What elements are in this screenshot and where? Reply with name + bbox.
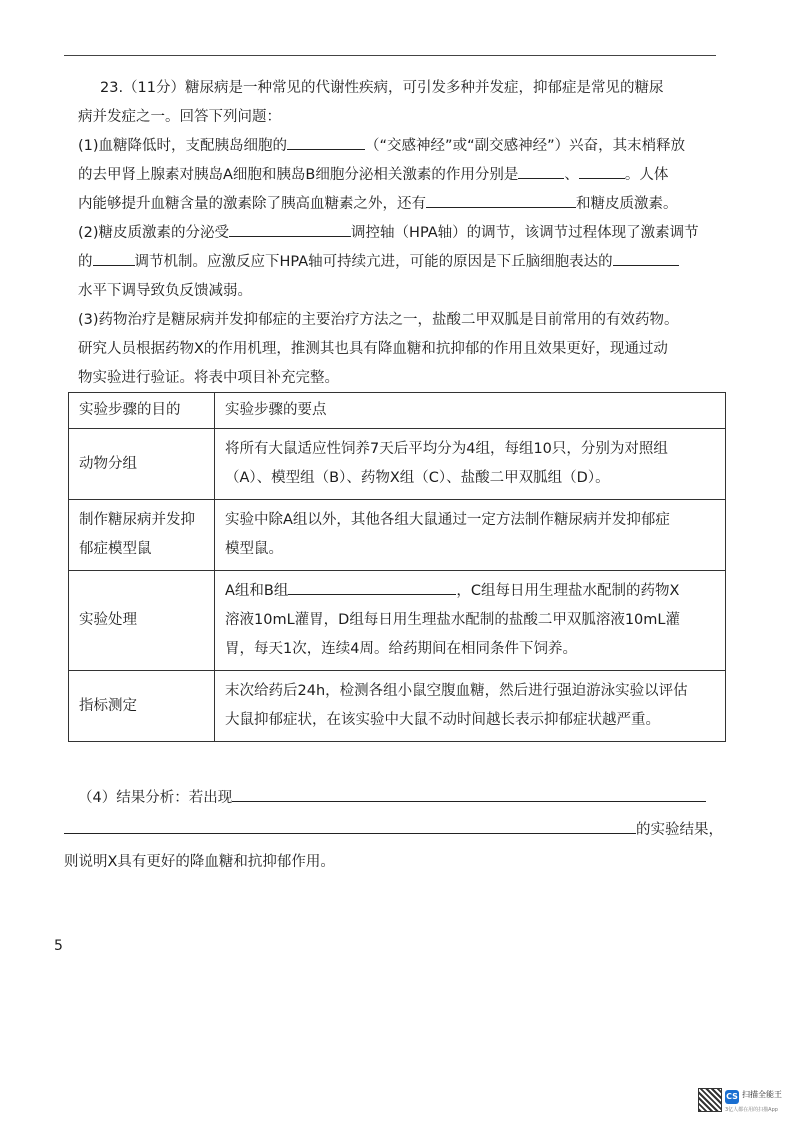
header-rule xyxy=(64,55,716,56)
part3-line-3: 物实验进行验证。将表中项目补充完整。 xyxy=(78,370,339,386)
watermark-label: 扫描全能王 xyxy=(742,1090,782,1099)
answer-blank-6[interactable] xyxy=(93,248,135,266)
row-points: 末次给药后24h，检测各组小鼠空腹血糖，然后进行强迫游泳实验以评估 大鼠抑郁症状，在该实验中大鼠不动时间越长表示抑郁症状越严重。 xyxy=(215,671,726,742)
row-purpose: 制作糖尿病并发抑 郁症模型鼠 xyxy=(69,500,215,571)
answer-blank-5[interactable] xyxy=(229,219,351,237)
answer-blank-9[interactable] xyxy=(232,784,706,802)
qr-code-icon xyxy=(698,1088,722,1112)
answer-blank-10[interactable] xyxy=(64,816,636,834)
answer-blank-4[interactable] xyxy=(426,190,576,208)
part3-line-2: 研究人员根据药物X的作用机理，推测其也具有降血糖和抗抑郁的作用且效果更好，现通过动 xyxy=(78,341,668,357)
table-row xyxy=(69,671,726,742)
intro-line-2: 病并发症之一。回答下列问题： xyxy=(78,109,281,125)
row-purpose: 指标测定 xyxy=(69,671,215,742)
answer-blank-1[interactable] xyxy=(287,132,365,150)
scanner-watermark xyxy=(698,1088,790,1118)
question-23 xyxy=(78,74,728,393)
part4-result-analysis: （4）结果分析：若出现 的实验结果， 则说明X具有更好的降血糖和抗抑郁作用。 xyxy=(78,782,728,878)
part2-line-3: 水平下调导致负反馈减弱。 xyxy=(78,283,252,299)
part2-line-1: (2)糖皮质激素的分泌受 调控轴（HPA轴）的调节，该调节过程体现了激素调节 xyxy=(78,219,728,248)
part3-line-1: (3)药物治疗是糖尿病并发抑郁症的主要治疗方法之一，盐酸二甲双胍是目前常用的有效药物。 xyxy=(78,312,679,328)
row-points: 将所有大鼠适应性饲养7天后平均分为4组，每组10只，分别为对照组 （A）、模型组（B）、药物X组（C）、盐酸二甲双胍组（D）。 xyxy=(215,429,726,500)
intro-line-1: 23.（11分）糖尿病是一种常见的代谢性疾病，可引发多种并发症，抑郁症是常见的糖尿 xyxy=(100,80,664,96)
answer-blank-8[interactable] xyxy=(288,577,456,595)
answer-blank-3[interactable] xyxy=(579,161,625,179)
answer-blank-7[interactable] xyxy=(613,248,679,266)
table-header-row xyxy=(69,393,726,429)
row-points: 实验中除A组以外，其他各组大鼠通过一定方法制作糖尿病并发抑郁症 模型鼠。 xyxy=(215,500,726,571)
answer-blank-2[interactable] xyxy=(518,161,564,179)
page-number: 5 xyxy=(54,938,63,954)
part1-line-2: 的去甲肾上腺素对胰岛A细胞和胰岛B细胞分泌相关激素的作用分别是 、 。人体 xyxy=(78,161,728,190)
experiment-table xyxy=(68,392,726,742)
table-row xyxy=(69,500,726,571)
part1-line-3: 内能够提升血糖含量的激素除了胰高血糖素之外，还有 和糖皮质激素。 xyxy=(78,190,728,219)
table-row xyxy=(69,571,726,671)
camscanner-logo-icon: CS xyxy=(725,1090,739,1104)
header-purpose: 实验步骤的目的 xyxy=(69,393,215,429)
part1-line-1: (1)血糖降低时，支配胰岛细胞的 （“交感神经”或“副交感神经”）兴奋，其末梢释放 xyxy=(78,132,728,161)
row-purpose: 实验处理 xyxy=(69,571,215,671)
table-row xyxy=(69,429,726,500)
part2-line-2: 的 调节机制。应激反应下HPA轴可持续亢进，可能的原因是下丘脑细胞表达的 xyxy=(78,248,728,277)
row-points: A组和B组 ，C组每日用生理盐水配制的药物X 溶液10mL灌胃，D组每日用生理盐水配制的盐酸二甲双胍溶液10mL灌 胃，每天1次，连续4周。给药期间在相同条件下饲养。 xyxy=(215,571,726,671)
header-points: 实验步骤的要点 xyxy=(215,393,726,429)
watermark-subtext: 3亿人都在用的扫描App xyxy=(725,1107,778,1113)
row-purpose: 动物分组 xyxy=(69,429,215,500)
